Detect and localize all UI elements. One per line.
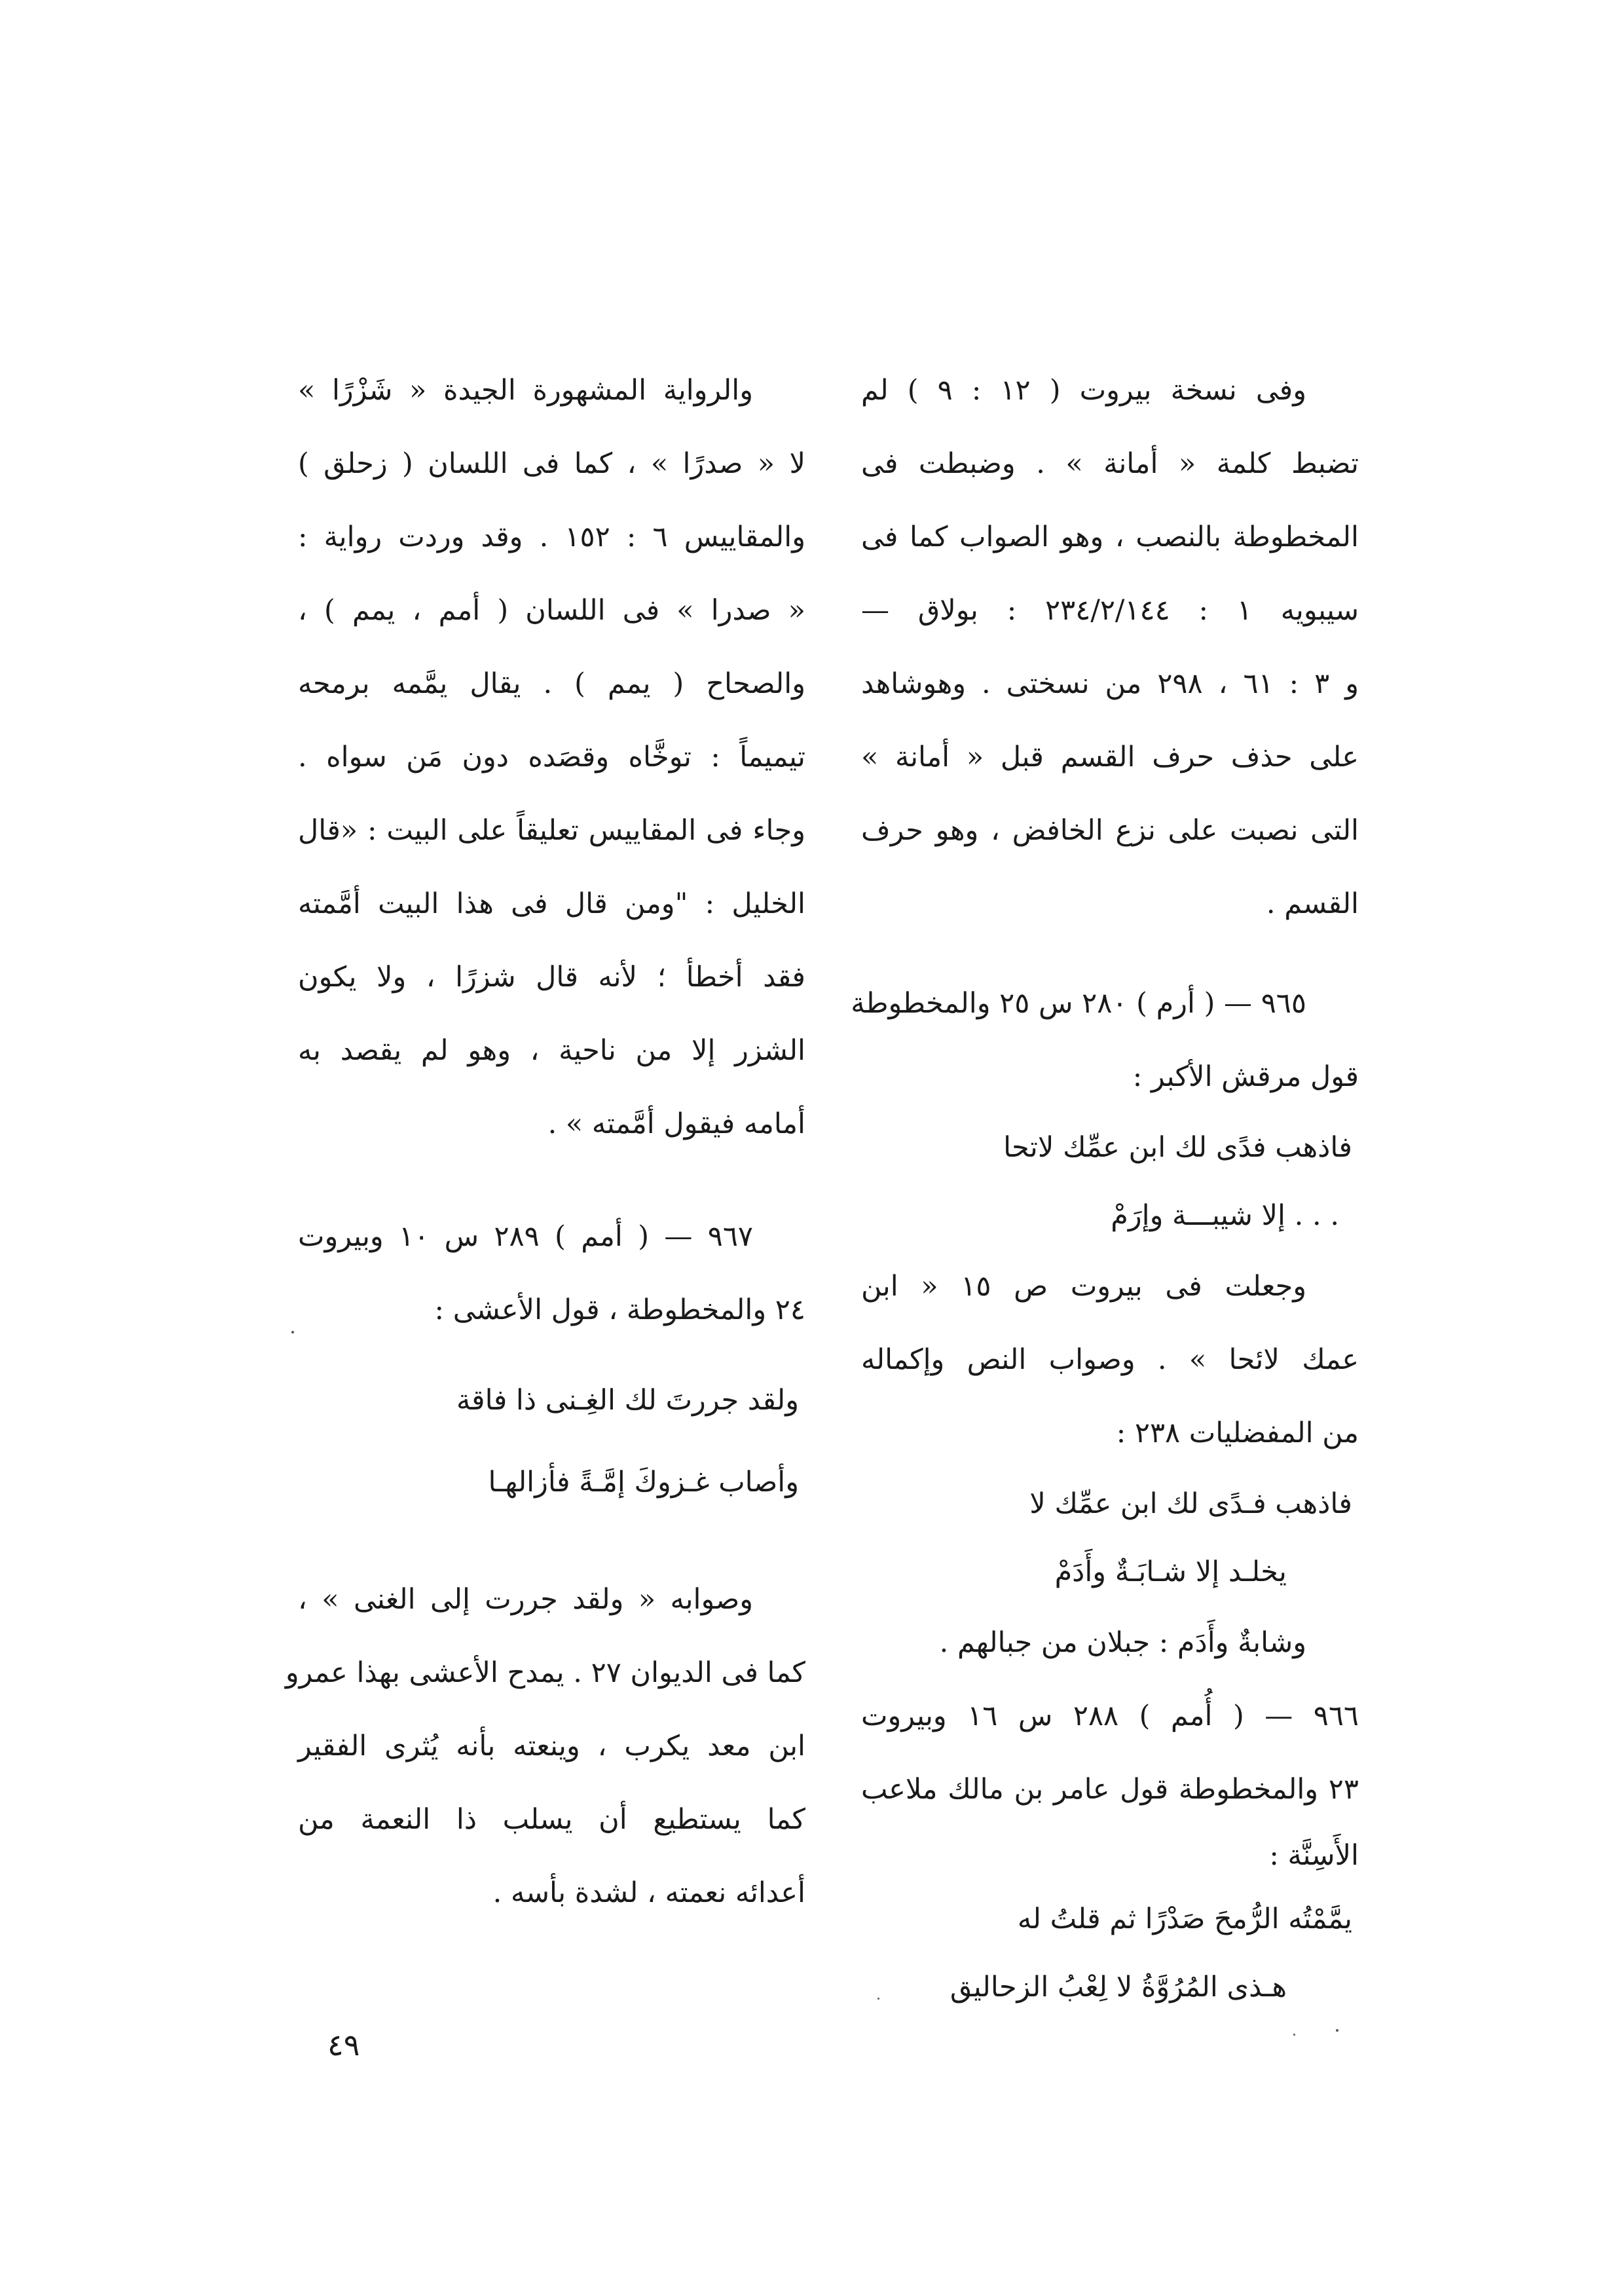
text-line: التى نصبت على نزع الخافض ، وهو حرف: [861, 814, 1359, 847]
text-line: على حذف حرف القسم قبل « أمانة »: [861, 741, 1359, 774]
paragraph-gloss: [861, 1606, 1359, 1679]
print-speck: [1293, 2034, 1295, 2036]
text-line: والمقاييس ٦ : ١٥٢ . وقد وردت رواية :: [298, 521, 805, 553]
print-speck: [1336, 2029, 1338, 2032]
text-line: تيميماً : توخَّاه وقصَده دون مَن سواه .: [298, 741, 805, 774]
verse-line: يمَّمْتُه الرُّمحَ صَدْرًا ثم قلتُ له: [1017, 1903, 1352, 1935]
text-line: والرواية المشهورة الجيدة « شَزْرًا »: [298, 374, 753, 407]
text-line: تضبط كلمة « أمانة » . وضبطت فى: [861, 447, 1359, 480]
print-speck: [877, 1998, 879, 2000]
verse-amir: [861, 1885, 1359, 2021]
page-number: ٤٩: [327, 2027, 360, 2062]
text-line: الأَسِنَّة :: [1269, 1839, 1359, 1872]
text-line: ٩٦٦ — ( أُمم ) ٢٨٨ س ١٦ وبيروت: [861, 1700, 1359, 1732]
verse-line: . . . إلا شيبـــة وإرَمْ: [1111, 1199, 1339, 1232]
text-line: لا « صدرًا » ، كما فى اللسان ( زحلق ): [298, 447, 805, 480]
verse-muraqqish-2: [861, 1470, 1359, 1606]
paragraph-copy-note: [861, 354, 1359, 941]
text-line: ٢٤ والمخطوطة ، قول الأعشى :: [434, 1294, 805, 1326]
right-column: [851, 354, 1359, 2021]
verse-asha: [298, 1360, 805, 1523]
entry-966-heading: [861, 1679, 1359, 1885]
verse-line: وأصاب غـزوكَ إمَّـةً فأزالهـا: [488, 1466, 799, 1499]
text-line: ٩٦٥ — ( أرم ) ٢٨٠ س ٢٥ والمخطوطة: [851, 987, 1306, 1020]
paragraph-sawab: [285, 1563, 805, 1930]
text-line: وجاء فى المقاييس تعليقاً على البيت : «قال: [298, 814, 805, 847]
text-line: وجعلت فى بيروت ص ١٥ « ابن: [861, 1270, 1306, 1303]
text-line: الخليل : "ومن قال فى هذا البيت أمَّمته: [298, 887, 805, 920]
text-line: كما فى الديوان ٢٧ . يمدح الأعشى بهذا عمرو: [285, 1656, 805, 1689]
paragraph-riwaya: [298, 354, 805, 1161]
text-line: ٩٦٧ — ( أمم ) ٢٨٩ س ١٠ وبيروت: [298, 1220, 754, 1253]
text-line: من المفضليات ٢٣٨ :: [1116, 1417, 1359, 1449]
verse-line: يخلـد إلا شـابَـةٌ وأَدَمْ: [1054, 1556, 1287, 1588]
text-line: ابن معد يكرب ، وينعته بأنه يُثرى الفقير: [298, 1730, 805, 1763]
text-line: أعدائه نعمته ، لشدة بأسه .: [492, 1876, 805, 1909]
paragraph-correction: [861, 1250, 1359, 1470]
text-line: الشزر إلا من ناحية ، وهو لم يقصد به: [298, 1034, 805, 1067]
verse-line: فاذهب فدًى لك ابن عمِّك لاتحا: [1003, 1131, 1352, 1164]
text-line: عمك لائحا » . وصواب النص وإكماله: [861, 1343, 1359, 1376]
text-line: قول مرقش الأكبر :: [1132, 1060, 1359, 1093]
verse-line: هـذى المُرُوَّةُ لا لِعْبُ الزحاليق: [950, 1971, 1287, 2004]
verse-line: ولقد جررتَ لك الغِـنى ذا فاقة: [456, 1384, 799, 1417]
text-line: وشابةٌ وأَدَم : جبلان من جبالهم .: [939, 1626, 1306, 1659]
text-line: « صدرا » فى اللسان ( أمم ، يمم ) ،: [298, 594, 805, 627]
print-speck: [291, 1331, 294, 1334]
text-line: المخطوطة بالنصب ، وهو الصواب كما فى: [861, 521, 1359, 553]
text-line: كما يستطيع أن يسلب ذا النعمة من: [298, 1803, 805, 1836]
text-line: أمامه فيقول أمَّمته » .: [547, 1108, 805, 1140]
entry-965-heading: [851, 967, 1359, 1113]
text-line: القسم .: [1266, 887, 1359, 920]
text-line: فقد أخطأ ؛ لأنه قال شزرًا ، ولا يكون: [298, 961, 805, 994]
verse-muraqqish-1: [861, 1113, 1359, 1250]
entry-967-heading: [298, 1200, 805, 1347]
text-line: والصحاح ( يمم ) . يقال يمَّمه برمحه: [298, 667, 805, 700]
text-line: وفى نسخة بيروت ( ١٢ : ٩ ) لم: [861, 374, 1306, 407]
text-line: سيبويه ١ : ٢٣٤/٢/١٤٤ : بولاق —: [861, 594, 1359, 627]
text-line: و ٣ : ٦١ ، ٢٩٨ من نسختى . وهوشاهد: [861, 667, 1359, 700]
text-line: ٢٣ والمخطوطة قول عامر بن مالك ملاعب: [861, 1773, 1359, 1806]
text-line: وصوابه « ولقد جررت إلى الغنى » ،: [298, 1583, 753, 1616]
verse-line: فاذهب فـدًى لك ابن عمِّك لا: [1029, 1487, 1352, 1520]
left-column: [285, 354, 805, 1930]
